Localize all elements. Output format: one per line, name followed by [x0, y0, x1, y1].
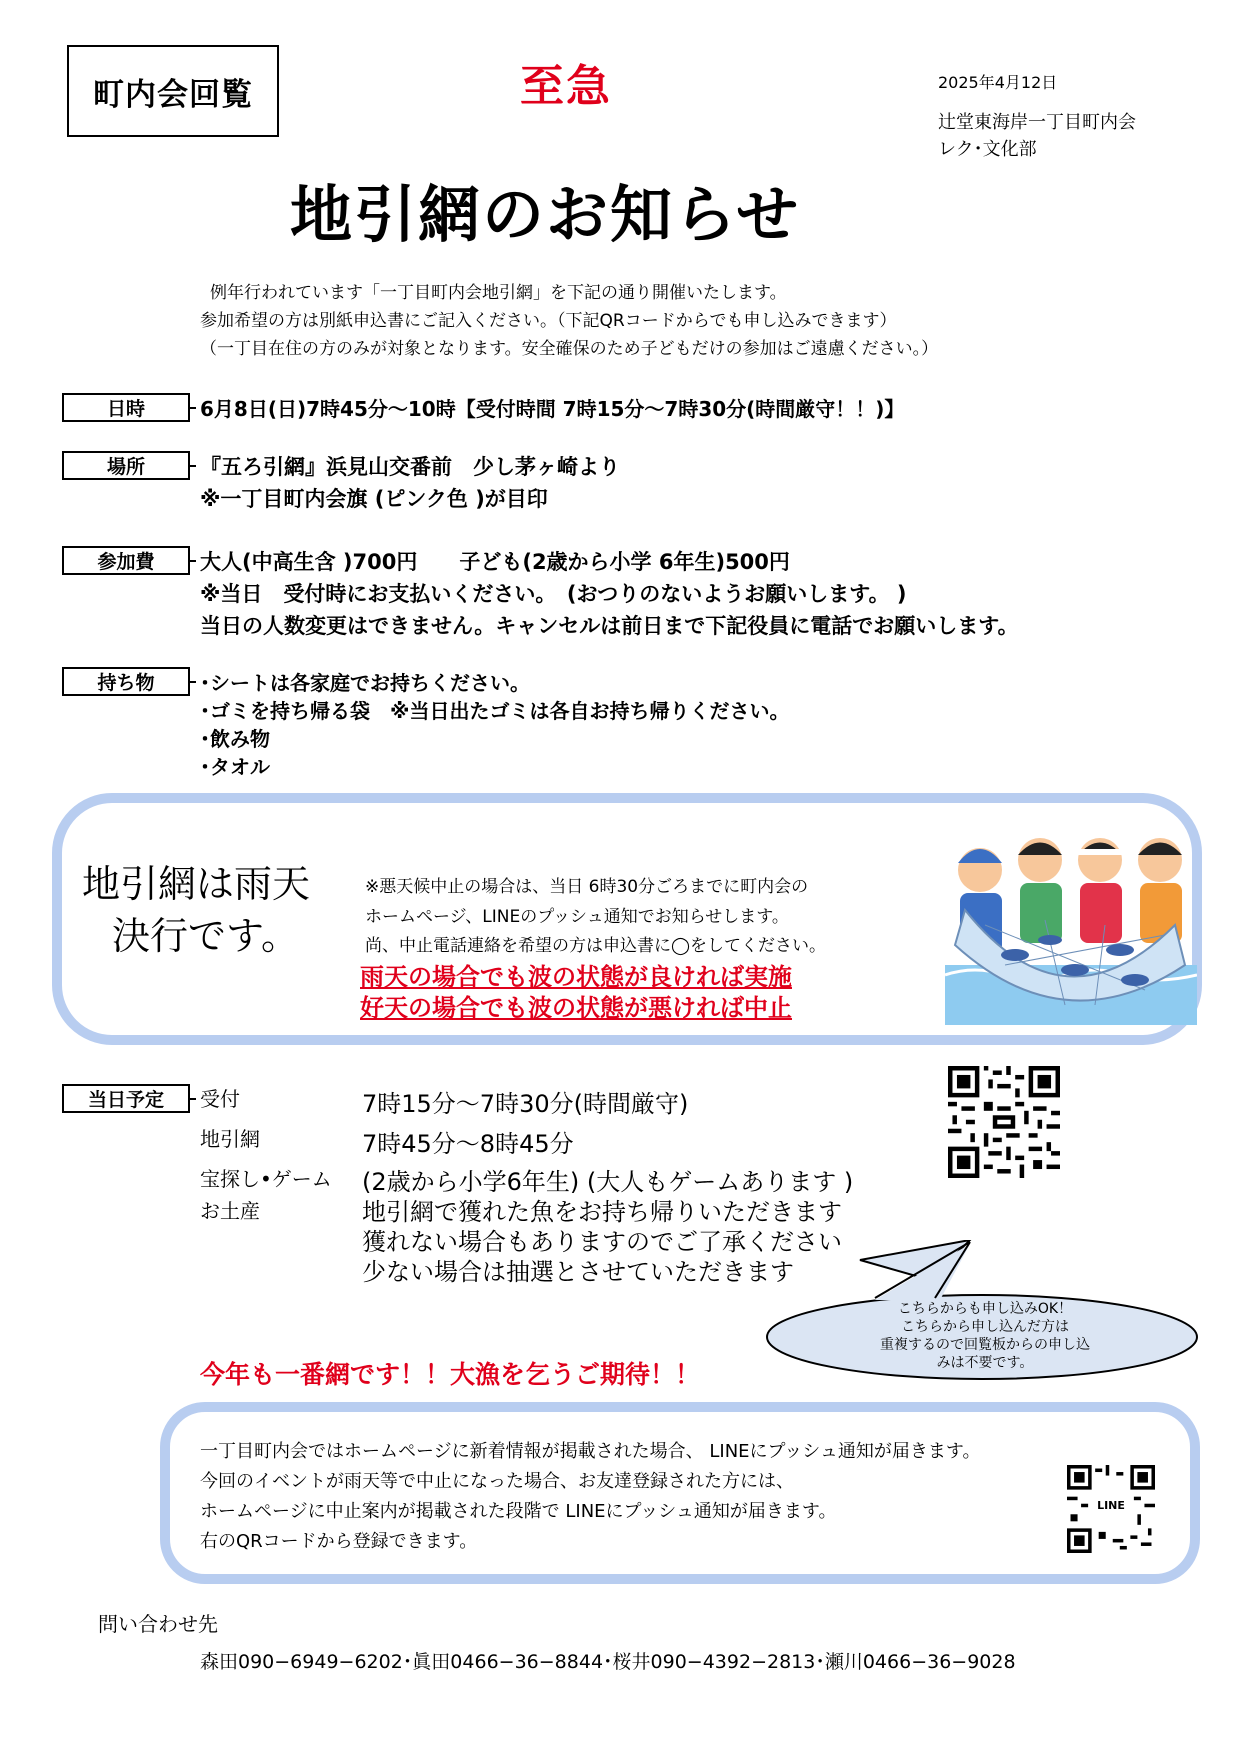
contact-heading: 問い合わせ先: [98, 1612, 218, 1636]
rain-note: ※悪天候中止の場合は、当日 6時30分ごろまでに町内会の: [365, 877, 809, 897]
schedule-label: 当日予定: [62, 1084, 190, 1113]
label-connector: [190, 465, 196, 467]
place-label: 場所: [62, 451, 190, 480]
org-dept: レク･文化部: [938, 139, 1037, 160]
urgent-label: 至急: [520, 61, 612, 112]
items-line: ･飲み物: [200, 727, 270, 751]
line-info-line: ホームページに中止案内が掲載された段階で LINEにプッシュ通知が届きます。: [200, 1501, 837, 1522]
label-connector: [190, 560, 196, 562]
rain-warning: 好天の場合でも波の状態が悪ければ中止: [360, 994, 792, 1022]
bubble-line: みは不要です。: [936, 1355, 1034, 1371]
datetime-label: 日時: [62, 393, 190, 422]
circulation-label: 町内会回覧: [67, 45, 279, 137]
label-connector: [190, 1098, 196, 1100]
bubble-line: こちらから申し込んだ方は: [901, 1319, 1069, 1335]
intro-line: 例年行われています「一丁目町内会地引網」を下記の通り開催いたします。: [210, 283, 787, 303]
line-qr-label: LINE: [1097, 1499, 1125, 1512]
items-label: 持ち物: [62, 667, 190, 696]
rain-headline: [82, 858, 310, 962]
bubble-text: [835, 1300, 1135, 1372]
fee-text: 大人(中高生含 )700円 子ども(2歳から小学 6年生)500円: [200, 550, 790, 574]
issue-date: 2025年4月12日: [938, 73, 1058, 92]
line-info-line: 今回のイベントが雨天等で中止になった場合、お友達登録された方には、: [200, 1471, 794, 1492]
org-name: 辻堂東海岸一丁目町内会: [938, 112, 1136, 133]
intro-line: （一丁目在住の方のみが対象となります。安全確保のため子どもだけの参加はご遠慮ください。）: [200, 339, 939, 359]
schedule-key: 地引網: [200, 1127, 260, 1151]
fee-cancel: 当日の人数変更はできません。キャンセルは前日まで下記役員に電話でお願いします。: [200, 614, 1019, 638]
schedule-note: 少ない場合は抽選とさせていただきます: [362, 1258, 794, 1286]
line-info-line: 一丁目町内会ではホームページに新着情報が掲載された場合、 LINEにプッシュ通知が届きます。: [200, 1441, 981, 1462]
page-title: 地引網のお知らせ: [290, 178, 801, 251]
line-qr-code[interactable]: [1067, 1465, 1155, 1553]
schedule-value: (2歳から小学6年生) (大人もゲームあります ): [362, 1168, 854, 1196]
line-info-line: 右のQRコードから登録できます。: [200, 1531, 478, 1552]
items-line: ･シートは各家庭でお持ちください。: [200, 671, 530, 695]
rain-headline-line1: 地引網は雨天: [82, 862, 311, 906]
datetime-text: 6月8日(日)7時45分～10時【受付時間 7時15分～7時30分(時間厳守！！)】: [200, 397, 905, 421]
schedule-value: 地引網で獲れた魚をお持ち帰りいただきます: [362, 1198, 842, 1226]
place-text: 『五ろ引網』浜見山交番前 少し茅ヶ崎より: [200, 455, 620, 479]
schedule-value: 7時45分～8時45分: [362, 1130, 574, 1158]
schedule-key: 受付: [200, 1087, 240, 1111]
schedule-key: 宝探し•ゲーム: [200, 1167, 332, 1191]
bubble-line: 重複するので回覧板からの申し込: [880, 1337, 1090, 1353]
slogan: 今年も一番網です！！大漁を乞うご期待！！: [200, 1360, 701, 1389]
schedule-note: 獲れない場合もありますのでご了承ください: [362, 1228, 842, 1256]
label-connector: [190, 681, 196, 683]
line-info-box: [160, 1402, 1200, 1584]
bubble-line: こちらからも申し込みOK！: [897, 1301, 1073, 1317]
label-connector: [190, 407, 196, 409]
rain-note: ホームページ、LINEのプッシュ通知でお知らせします。: [365, 907, 789, 927]
rain-headline-line2: 決行です。: [112, 914, 299, 958]
items-line: ･タオル: [200, 755, 270, 779]
fee-label: 参加費: [62, 546, 190, 575]
application-qr-code[interactable]: [948, 1066, 1060, 1178]
rain-note: 尚、中止電話連絡を希望の方は申込書に◯をしてください。: [365, 936, 827, 956]
schedule-value: 7時15分～7時30分(時間厳守): [362, 1090, 689, 1118]
place-note: ※一丁目町内会旗 (ピンク色 )が目印: [200, 487, 548, 511]
contact-phones: 森田090−6949−6202･眞田0466−36−8844･桜井090−4392−2813･瀬川0466−36−9028: [200, 1651, 1016, 1673]
fishermen-illustration: [945, 815, 1197, 1025]
items-line: ･ゴミを持ち帰る袋 ※当日出たゴミは各自お持ち帰りください。: [200, 699, 790, 723]
rain-warning: 雨天の場合でも波の状態が良ければ実施: [360, 963, 792, 991]
fee-note: ※当日 受付時にお支払いください。 (おつりのないようお願いします。 ): [200, 582, 907, 606]
schedule-key: お土産: [200, 1199, 260, 1223]
intro-line: 参加希望の方は別紙申込書にご記入ください。（下記QRコードからでも申し込みできます）: [200, 311, 897, 331]
